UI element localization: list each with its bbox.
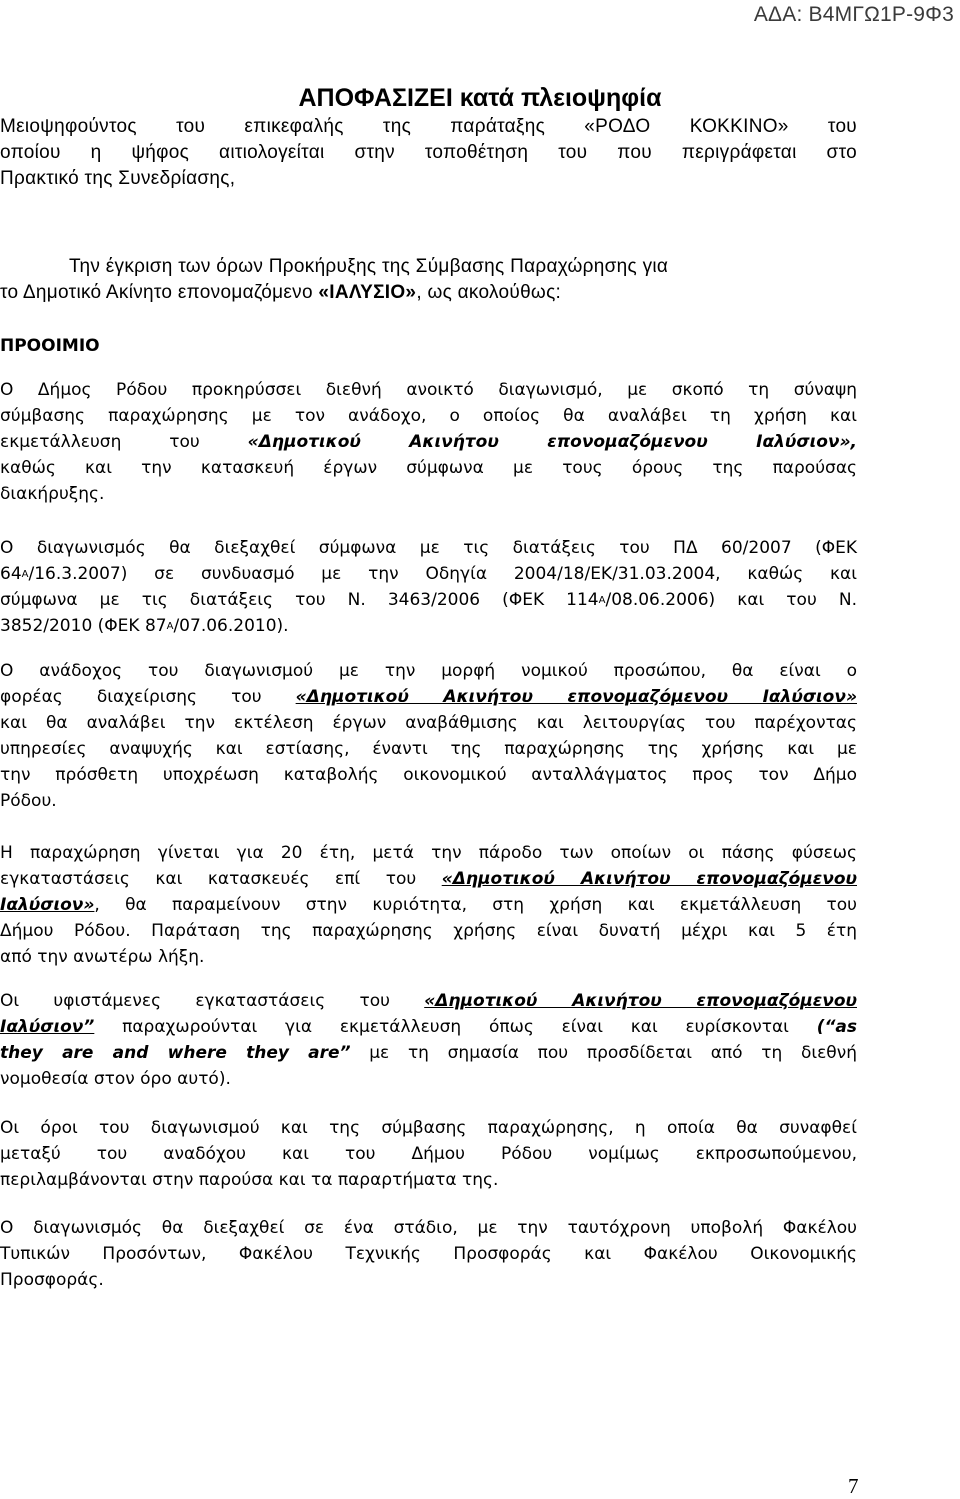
paragraph-1: [0, 377, 857, 507]
page-number: 7: [848, 1474, 859, 1498]
text-line: they are and where they are” με τη σημασία που προσδίδεται από τη διεθνή: [0, 1043, 857, 1063]
text-line: υπηρεσίες αναψυχής και εστίασης, έναντι της παραχώρησης της χρήσης και με: [0, 739, 857, 759]
text-line: Ο διαγωνισμός θα διεξαχθεί σε ένα στάδιο, με την ταυτόχρονη υποβολή Φακέλου: [0, 1218, 857, 1238]
text-line: μεταξύ του αναδόχου και του Δήμου Ρόδου νομίμως εκπροσωπούμενου,: [0, 1144, 857, 1164]
text-line: Ρόδου.: [0, 791, 57, 811]
text-line: Δήμου Ρόδου. Παράταση της παραχώρησης χρήσης είναι δυνατή μέχρι και 5 έτη: [0, 921, 857, 941]
text-line: 3852/2010 (ΦΕΚ $87^A/07.06.2010$).: [0, 616, 289, 636]
text-line: Ο ανάδοχος του διαγωνισμού με την μορφή νομικού προσώπου, θα είναι ο: [0, 661, 857, 681]
text-line: Οι υφιστάμενες εγκαταστάσεις του «Δημοτικού Ακινήτου επονομαζόμενου: [0, 991, 857, 1011]
text-line: Τυπικών Προσόντων, Φακέλου Τεχνικής Προσφοράς και Φακέλου Οικονομικής: [0, 1244, 857, 1264]
text-line: Οι όροι του διαγωνισμού και της σύμβασης παραχώρησης, η οποία θα συναφθεί: [0, 1118, 857, 1138]
text-line: καθώς και την κατασκευή έργων σύμφωνα με τους όρους της παρούσας: [0, 458, 857, 478]
text-line: Πρακτικό της Συνεδρίασης,: [0, 168, 236, 189]
text-line: και θα αναλάβει την εκτέλεση έργων αναβάθμισης και λειτουργίας του παρέχοντας: [0, 713, 857, 733]
text-line: το Δημοτικό Ακίνητο επονομαζόμενο «ΙΑΛΥΣΙΟ», ως ακολούθως:: [0, 282, 562, 303]
paragraph-3: [0, 658, 857, 814]
text-line: σύμφωνα με τις διατάξεις του Ν. 3463/2006 (ΦΕΚ $114^A/08.06.2006$) και του Ν.: [0, 590, 857, 610]
section-heading: ΠΡΟΟΙΜΙΟ: [0, 336, 100, 356]
approval-paragraph: [0, 254, 857, 306]
decision-title: ΑΠΟΦΑΣΙΖΕΙ κατά πλειοψηφία: [298, 84, 662, 112]
text-line: την πρόσθετη υποχρέωση καταβολής οικονομικού ανταλλάγματος προς τον Δήμο: [0, 765, 857, 785]
text-line: Προσφοράς.: [0, 1270, 104, 1290]
text-line: $64^A/16.3.2007$) σε συνδυασμό με την Οδηγία 2004/18/ΕΚ/31.03.2004, καθώς και: [0, 564, 857, 584]
paragraph-4: [0, 840, 857, 970]
paragraph-5: [0, 988, 857, 1092]
text-line: διακήρυξης.: [0, 484, 105, 504]
text-line: Ιαλύσιον», θα παραμείνουν στην κυριότητα, στη χρήση και εκμετάλλευση του: [0, 895, 857, 915]
ada-code: ΑΔΑ: Β4ΜΓΩ1Ρ-9Φ3: [753, 3, 954, 26]
text-line: εγκαταστάσεις και κατασκευές επί του «Δημοτικού Ακινήτου επονομαζόμενου: [0, 869, 857, 889]
paragraph-2: [0, 535, 857, 639]
paragraph-7: [0, 1215, 857, 1293]
text-line: από την ανωτέρω λήξη.: [0, 947, 205, 967]
text-line: Ιαλύσιον” παραχωρούνται για εκμετάλλευση όπως είναι και ευρίσκονται (“as: [0, 1017, 857, 1037]
property-name: «ΙΑΛΥΣΙΟ»: [318, 282, 417, 303]
text-line: Η παραχώρηση γίνεται για 20 έτη, μετά την πάροδο των οποίων οι πάσης φύσεως: [0, 843, 857, 863]
text-line: εκμετάλλευση του «Δημοτικού Ακινήτου επονομαζόμενου Ιαλύσιον»,: [0, 432, 857, 452]
text-line: φορέας διαχείρισης του «Δημοτικού Ακινήτου επονομαζόμενου Ιαλύσιον»: [0, 687, 857, 707]
text-line: σύμβασης παραχώρησης με τον ανάδοχο, ο οποίος θα αναλάβει τη χρήση και: [0, 406, 857, 426]
paragraph-6: [0, 1115, 857, 1193]
text-line: Ο διαγωνισμός θα διεξαχθεί σύμφωνα με τις διατάξεις του ΠΔ 60/2007 (ΦΕΚ: [0, 538, 857, 558]
text-line: νομοθεσία στον όρο αυτό).: [0, 1069, 231, 1089]
text-line: Ο Δήμος Ρόδου προκηρύσσει διεθνή ανοικτό διαγωνισμό, με σκοπό τη σύναψη: [0, 380, 857, 400]
text-line: Την έγκριση των όρων Προκήρυξης της Σύμβασης Παραχώρησης για: [69, 256, 669, 277]
text-line: οποίου η ψήφος αιτιολογείται στην τοποθέτηση του που περιγράφεται στο: [0, 142, 857, 163]
minority-paragraph: [0, 114, 857, 192]
text-line: περιλαμβάνονται στην παρούσα και τα παραρτήματα της.: [0, 1170, 499, 1190]
text-line: Μειοψηφούντος του επικεφαλής της παράταξης «ΡΟΔΟ ΚΟΚΚΙΝΟ» του: [0, 116, 857, 137]
